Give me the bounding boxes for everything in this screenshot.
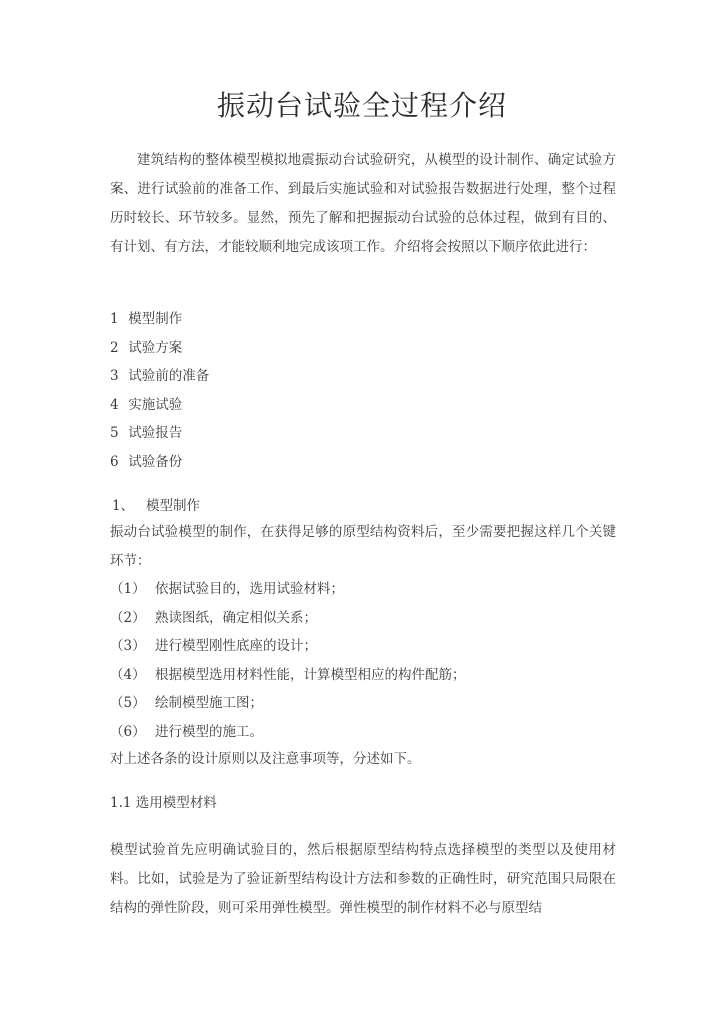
- toc-item-number: 2: [110, 339, 119, 356]
- closing-paragraph: 对上述各条的设计原则以及注意事项等，分述如下。: [110, 751, 421, 767]
- step-number: （1）: [110, 581, 146, 597]
- toc-item-number: 3: [110, 368, 119, 385]
- section-paragraph: 振动台试验模型的制作，在获得足够的原型结构资料后，至少需要把握这样几个关键环节：: [110, 524, 616, 569]
- toc-item-number: 4: [110, 396, 119, 413]
- toc-item-number: 6: [110, 453, 119, 470]
- toc-item-label: 实施试验: [128, 396, 183, 413]
- step-text: 绘制模型施工图；: [155, 695, 263, 712]
- toc-item-number: 1: [110, 311, 119, 327]
- toc-item-label: 试验报告: [128, 425, 183, 442]
- step-item: [110, 661, 616, 690]
- step-item: [110, 604, 616, 633]
- toc-item-label: 试验前的准备: [128, 368, 210, 385]
- step-text: 熟读图纸，确定相似关系；: [155, 609, 317, 626]
- step-number: （2）: [110, 609, 146, 626]
- subsection-paragraph: 模型试验首先应明确试验目的，然后根据原型结构特点选择模型的类型以及使用材料。比如，试验是为了验证新型结构设计方法和参数的正确性时，研究范围只局限在结构的弹性阶段，则可采用弹性模型。弹性模型的制作材料不必与原型结: [110, 842, 616, 916]
- toc-item: [110, 334, 616, 363]
- step-item: [110, 718, 616, 747]
- step-item: [110, 689, 616, 718]
- subsection-heading: 1.1 选用模型材料: [110, 795, 217, 811]
- intro-paragraph: 建筑结构的整体模型模拟地震振动台试验研究，从模型的设计制作、确定试验方案、进行试验前的准备工作、到最后实施试验和对试验报告数据进行处理，整个过程历时较长、环节较多。显然，预先了解和把握振动台试验的总体过程，做到有目的、有计划、有方法，才能较顺利地完成该项工作。介绍将会按照以下顺序依此进行：: [110, 152, 616, 255]
- toc-item-label: 试验方案: [128, 339, 183, 356]
- step-item: [110, 575, 616, 604]
- document-title: 振动台试验全过程介绍: [216, 89, 507, 122]
- section-heading: [110, 492, 200, 520]
- section-title: 模型制作: [146, 498, 200, 514]
- toc-item: [110, 391, 616, 420]
- step-list: [110, 575, 616, 747]
- toc-item: [110, 305, 616, 334]
- step-text: 进行模型刚性底座的设计；: [155, 638, 317, 655]
- toc-item: [110, 448, 616, 477]
- step-text: 根据模型选用材料性能，计算模型相应的构件配筋；: [155, 666, 466, 683]
- step-number: （6）: [110, 723, 146, 740]
- toc-item-label: 试验备份: [128, 453, 183, 470]
- table-of-contents: [110, 305, 616, 477]
- step-text: 进行模型的施工。: [155, 723, 263, 740]
- toc-item: [110, 419, 616, 448]
- toc-item-label: 模型制作: [128, 311, 183, 327]
- step-number: （3）: [110, 638, 146, 655]
- step-text: 依据试验目的，选用试验材料；: [155, 581, 344, 597]
- toc-item-number: 5: [110, 425, 119, 442]
- section-number: 1、: [112, 498, 135, 514]
- step-number: （5）: [110, 695, 146, 712]
- toc-item: [110, 362, 616, 391]
- step-number: （4）: [110, 666, 146, 683]
- step-item: [110, 632, 616, 661]
